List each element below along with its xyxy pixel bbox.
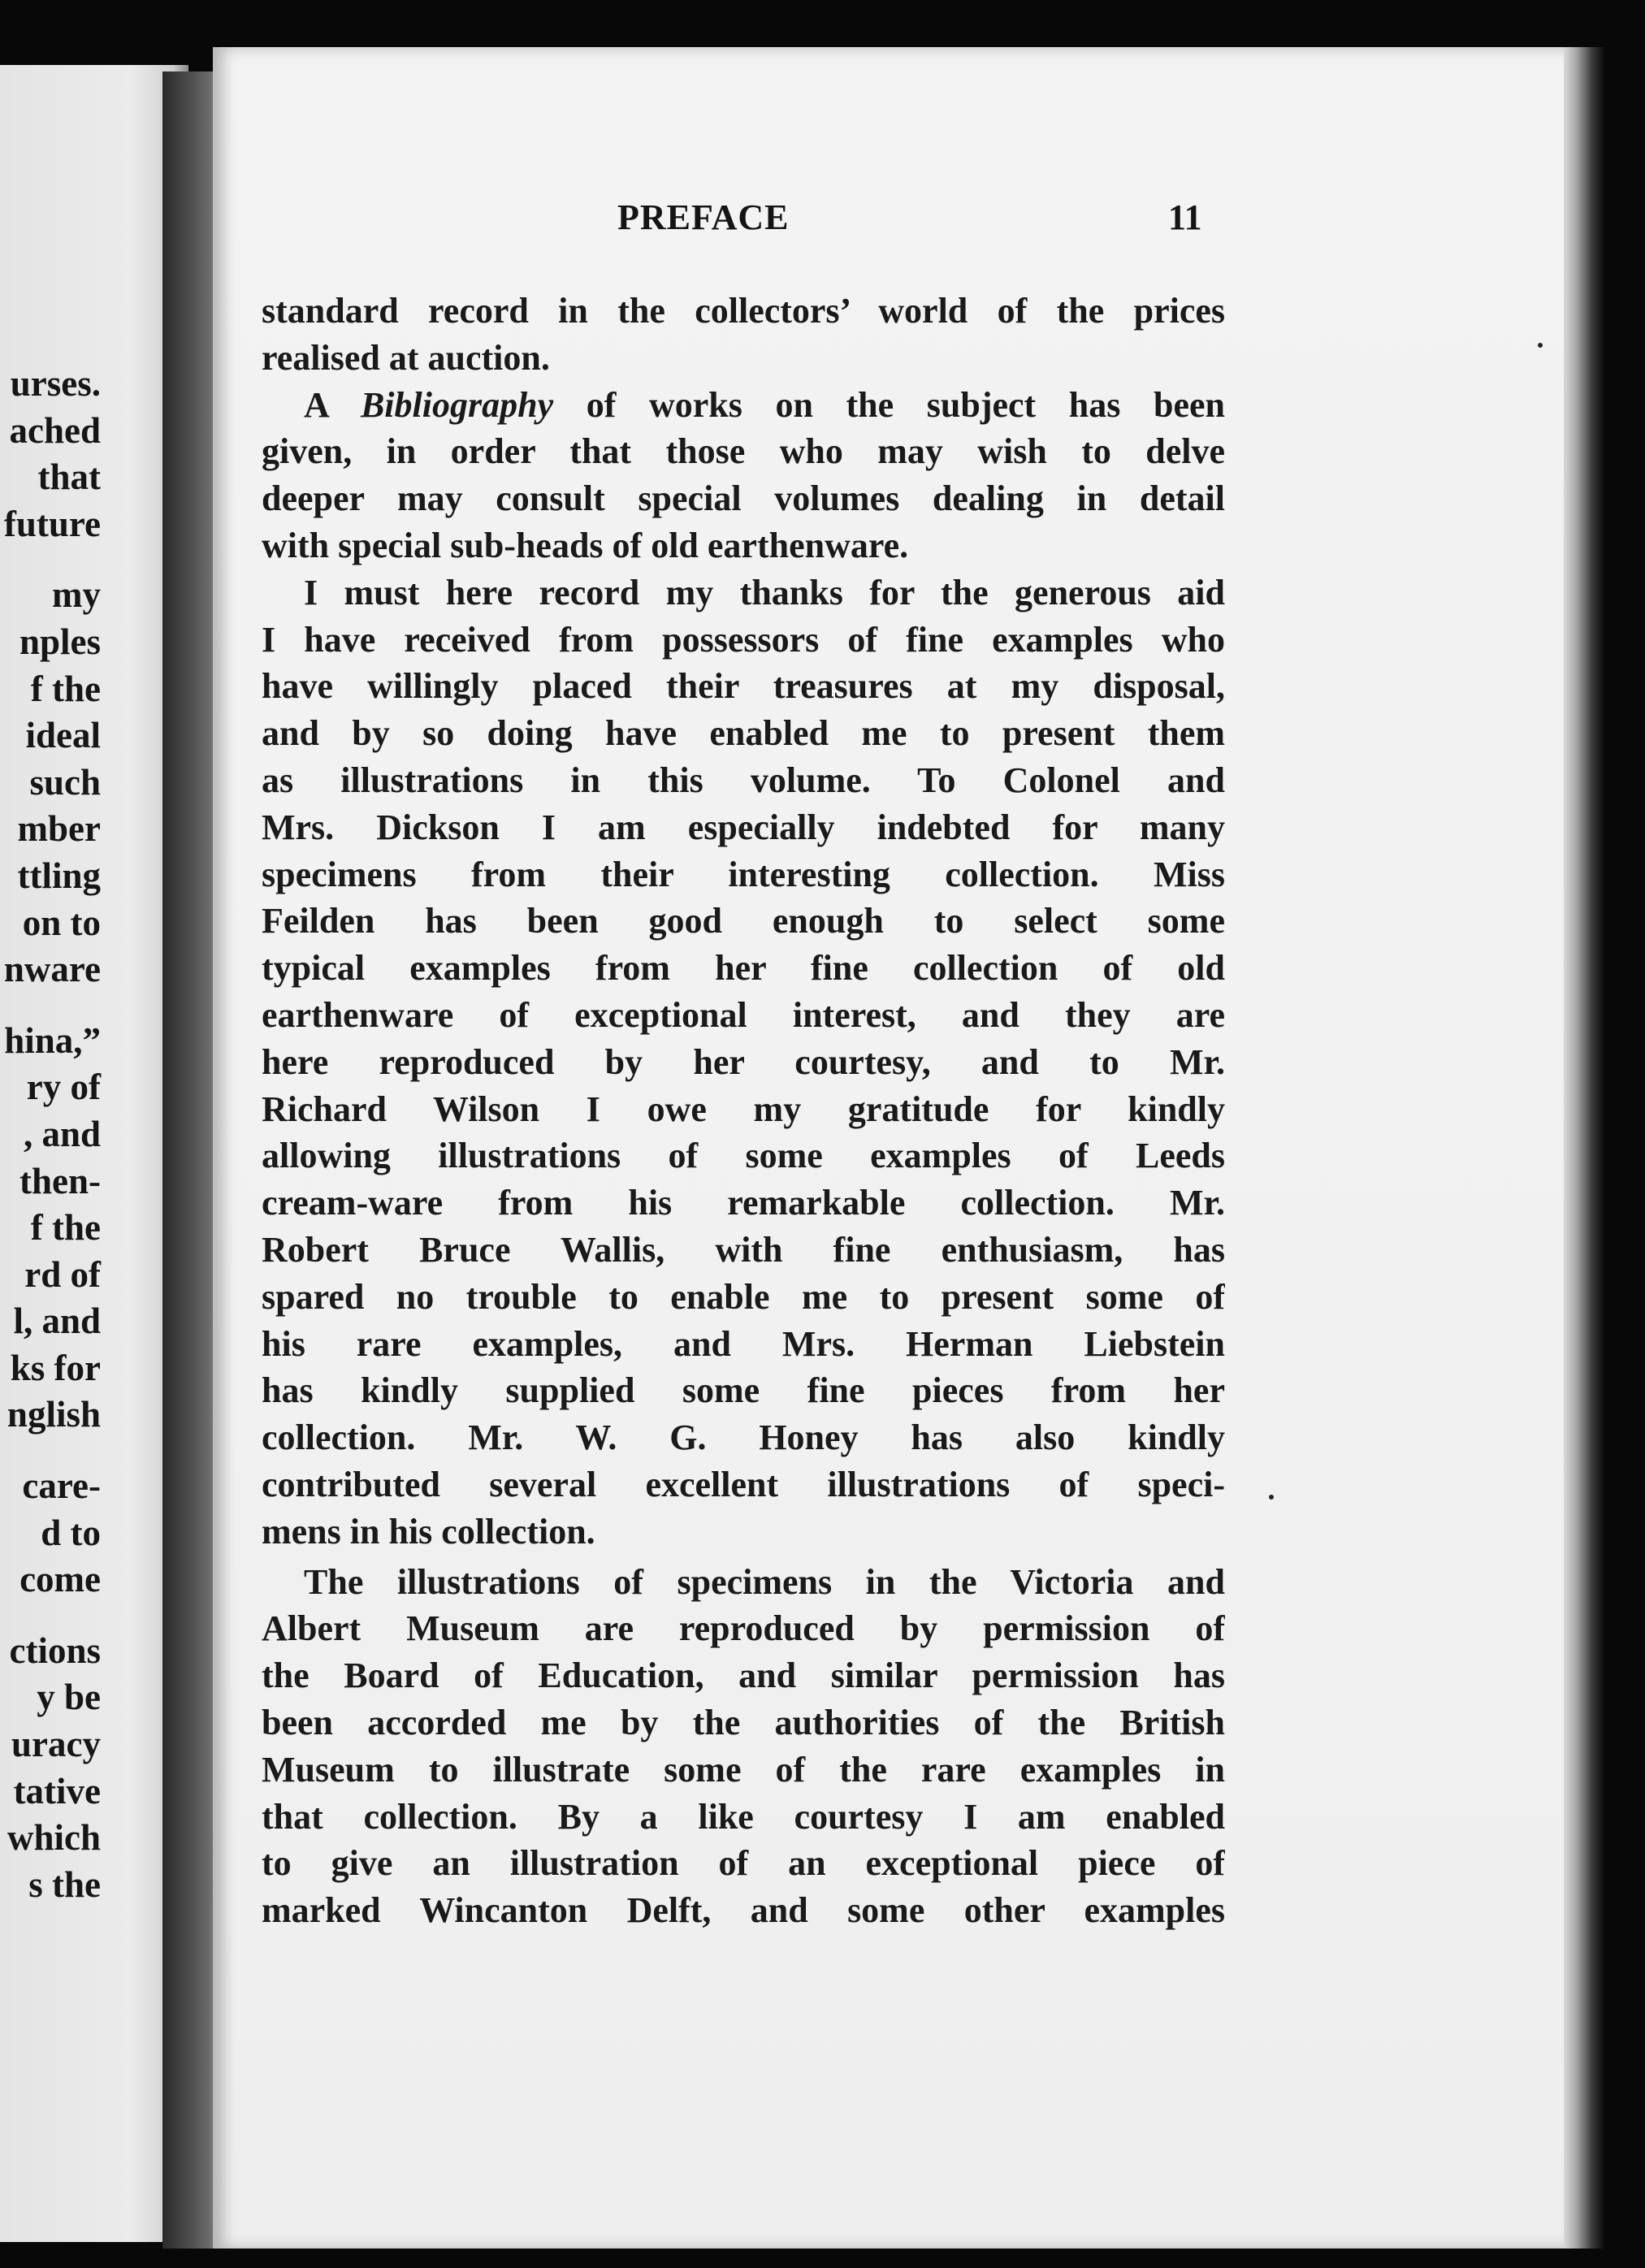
text-line: that collection. By a like courtesy I am enabled bbox=[262, 1796, 1225, 1837]
bibliography-prefix: A bbox=[304, 384, 361, 425]
text-line: given, in order that those who may wish to delve bbox=[262, 431, 1225, 472]
left-line: that bbox=[37, 457, 101, 498]
text-line: The illustrations of specimens in the Victoria and bbox=[304, 1561, 1225, 1602]
left-line: on to bbox=[22, 902, 101, 943]
text-line: Robert Bruce Wallis, with fine enthusiasm, has bbox=[262, 1229, 1225, 1270]
left-line: nglish bbox=[6, 1394, 101, 1435]
left-line: urses. bbox=[10, 363, 101, 404]
page-number: 11 bbox=[1168, 197, 1202, 237]
body-text bbox=[262, 288, 1225, 1934]
left-line: such bbox=[29, 761, 101, 803]
text-line-bibliography bbox=[262, 382, 1225, 429]
text-line: been accorded me by the authorities of the British bbox=[262, 1702, 1225, 1742]
text-line: has kindly supplied some fine pieces from her bbox=[262, 1370, 1225, 1411]
bibliography-word: Bibliography bbox=[360, 384, 554, 425]
left-line: ached bbox=[9, 409, 101, 451]
left-line: d to bbox=[41, 1512, 101, 1553]
text-line: with special sub-heads of old earthenware. bbox=[262, 525, 909, 565]
text-line: here reproduced by her courtesy, and to Mr. bbox=[262, 1041, 1225, 1082]
text-line: I have received from possessors of fine examples who bbox=[262, 619, 1225, 660]
text-line: I must here record my thanks for the generous aid bbox=[304, 572, 1225, 612]
left-line: ctions bbox=[9, 1630, 101, 1671]
text-line: Richard Wilson I owe my gratitude for kindly bbox=[262, 1089, 1225, 1129]
text-line: Feilden has been good enough to select some bbox=[262, 901, 1225, 941]
text-line: as illustrations in this volume. To Colonel and bbox=[262, 760, 1225, 800]
left-line: f the bbox=[30, 668, 101, 709]
text-line: earthenware of exceptional interest, and they are bbox=[262, 994, 1225, 1035]
left-line: ideal bbox=[25, 715, 101, 756]
left-line: rd of bbox=[24, 1253, 101, 1295]
text-line: contributed several excellent illustrations of speci- bbox=[262, 1464, 1225, 1504]
left-line: tative bbox=[13, 1770, 101, 1811]
left-line: my bbox=[52, 574, 101, 616]
left-line: y be bbox=[37, 1677, 101, 1718]
left-line: s the bbox=[28, 1863, 101, 1905]
text-line: deeper may consult special volumes dealing in detail bbox=[262, 478, 1225, 519]
text-line: to give an illustration of an exceptional piece of bbox=[262, 1843, 1225, 1884]
left-line: ry of bbox=[26, 1067, 101, 1108]
running-header: PREFACE bbox=[617, 197, 790, 237]
left-line: ks for bbox=[10, 1347, 101, 1388]
text-line: specimens from their interesting collection. Miss bbox=[262, 854, 1225, 894]
left-line: hina,” bbox=[4, 1019, 101, 1061]
text-line: and by so doing have enabled me to present them bbox=[262, 713, 1225, 754]
left-line: which bbox=[6, 1817, 101, 1859]
left-line: uracy bbox=[11, 1724, 101, 1765]
left-line: mber bbox=[17, 808, 101, 850]
left-line: care- bbox=[22, 1465, 101, 1507]
bibliography-rest: of works on the subject has been bbox=[553, 384, 1225, 425]
text-line: the Board of Education, and similar permission has bbox=[262, 1656, 1225, 1696]
scan-speck bbox=[1538, 343, 1543, 348]
text-line: spared no trouble to enable me to present some of bbox=[262, 1276, 1225, 1317]
left-line: come bbox=[19, 1559, 101, 1600]
text-line: mens in his collection. bbox=[262, 1511, 595, 1552]
text-line: Albert Museum are reproduced by permission of bbox=[262, 1608, 1225, 1649]
left-line: nples bbox=[19, 621, 101, 662]
left-line: f the bbox=[30, 1207, 101, 1249]
text-line: typical examples from her fine collection of old bbox=[262, 948, 1225, 989]
left-page-text bbox=[4, 361, 101, 1908]
text-line: realised at auction. bbox=[262, 337, 550, 378]
left-line: nware bbox=[3, 949, 101, 990]
page-edge-shadow bbox=[1564, 47, 1604, 2249]
text-line: have willingly placed their treasures at my disposal, bbox=[262, 666, 1225, 707]
left-line: then- bbox=[19, 1160, 101, 1201]
left-line: ttling bbox=[17, 855, 101, 896]
left-line: , and bbox=[23, 1113, 101, 1154]
text-line: collection. Mr. W. G. Honey has also kindly bbox=[262, 1418, 1225, 1458]
text-line: his rare examples, and Mrs. Herman Liebstein bbox=[262, 1323, 1225, 1364]
text-line: marked Wincanton Delft, and some other examples bbox=[262, 1890, 1225, 1931]
left-line: l, and bbox=[13, 1301, 101, 1342]
text-line: Mrs. Dickson I am especially indebted for many bbox=[262, 807, 1225, 847]
text-line: allowing illustrations of some examples of Leeds bbox=[262, 1136, 1225, 1176]
text-line: Museum to illustrate some of the rare examples in bbox=[262, 1749, 1225, 1790]
text-line: standard record in the collectors’ world of the prices bbox=[262, 291, 1225, 331]
left-line: future bbox=[3, 503, 101, 544]
scan-speck bbox=[1269, 1495, 1274, 1500]
left-page-fragment bbox=[0, 65, 188, 2242]
text-line: cream-ware from his remarkable collection. Mr. bbox=[262, 1183, 1225, 1223]
